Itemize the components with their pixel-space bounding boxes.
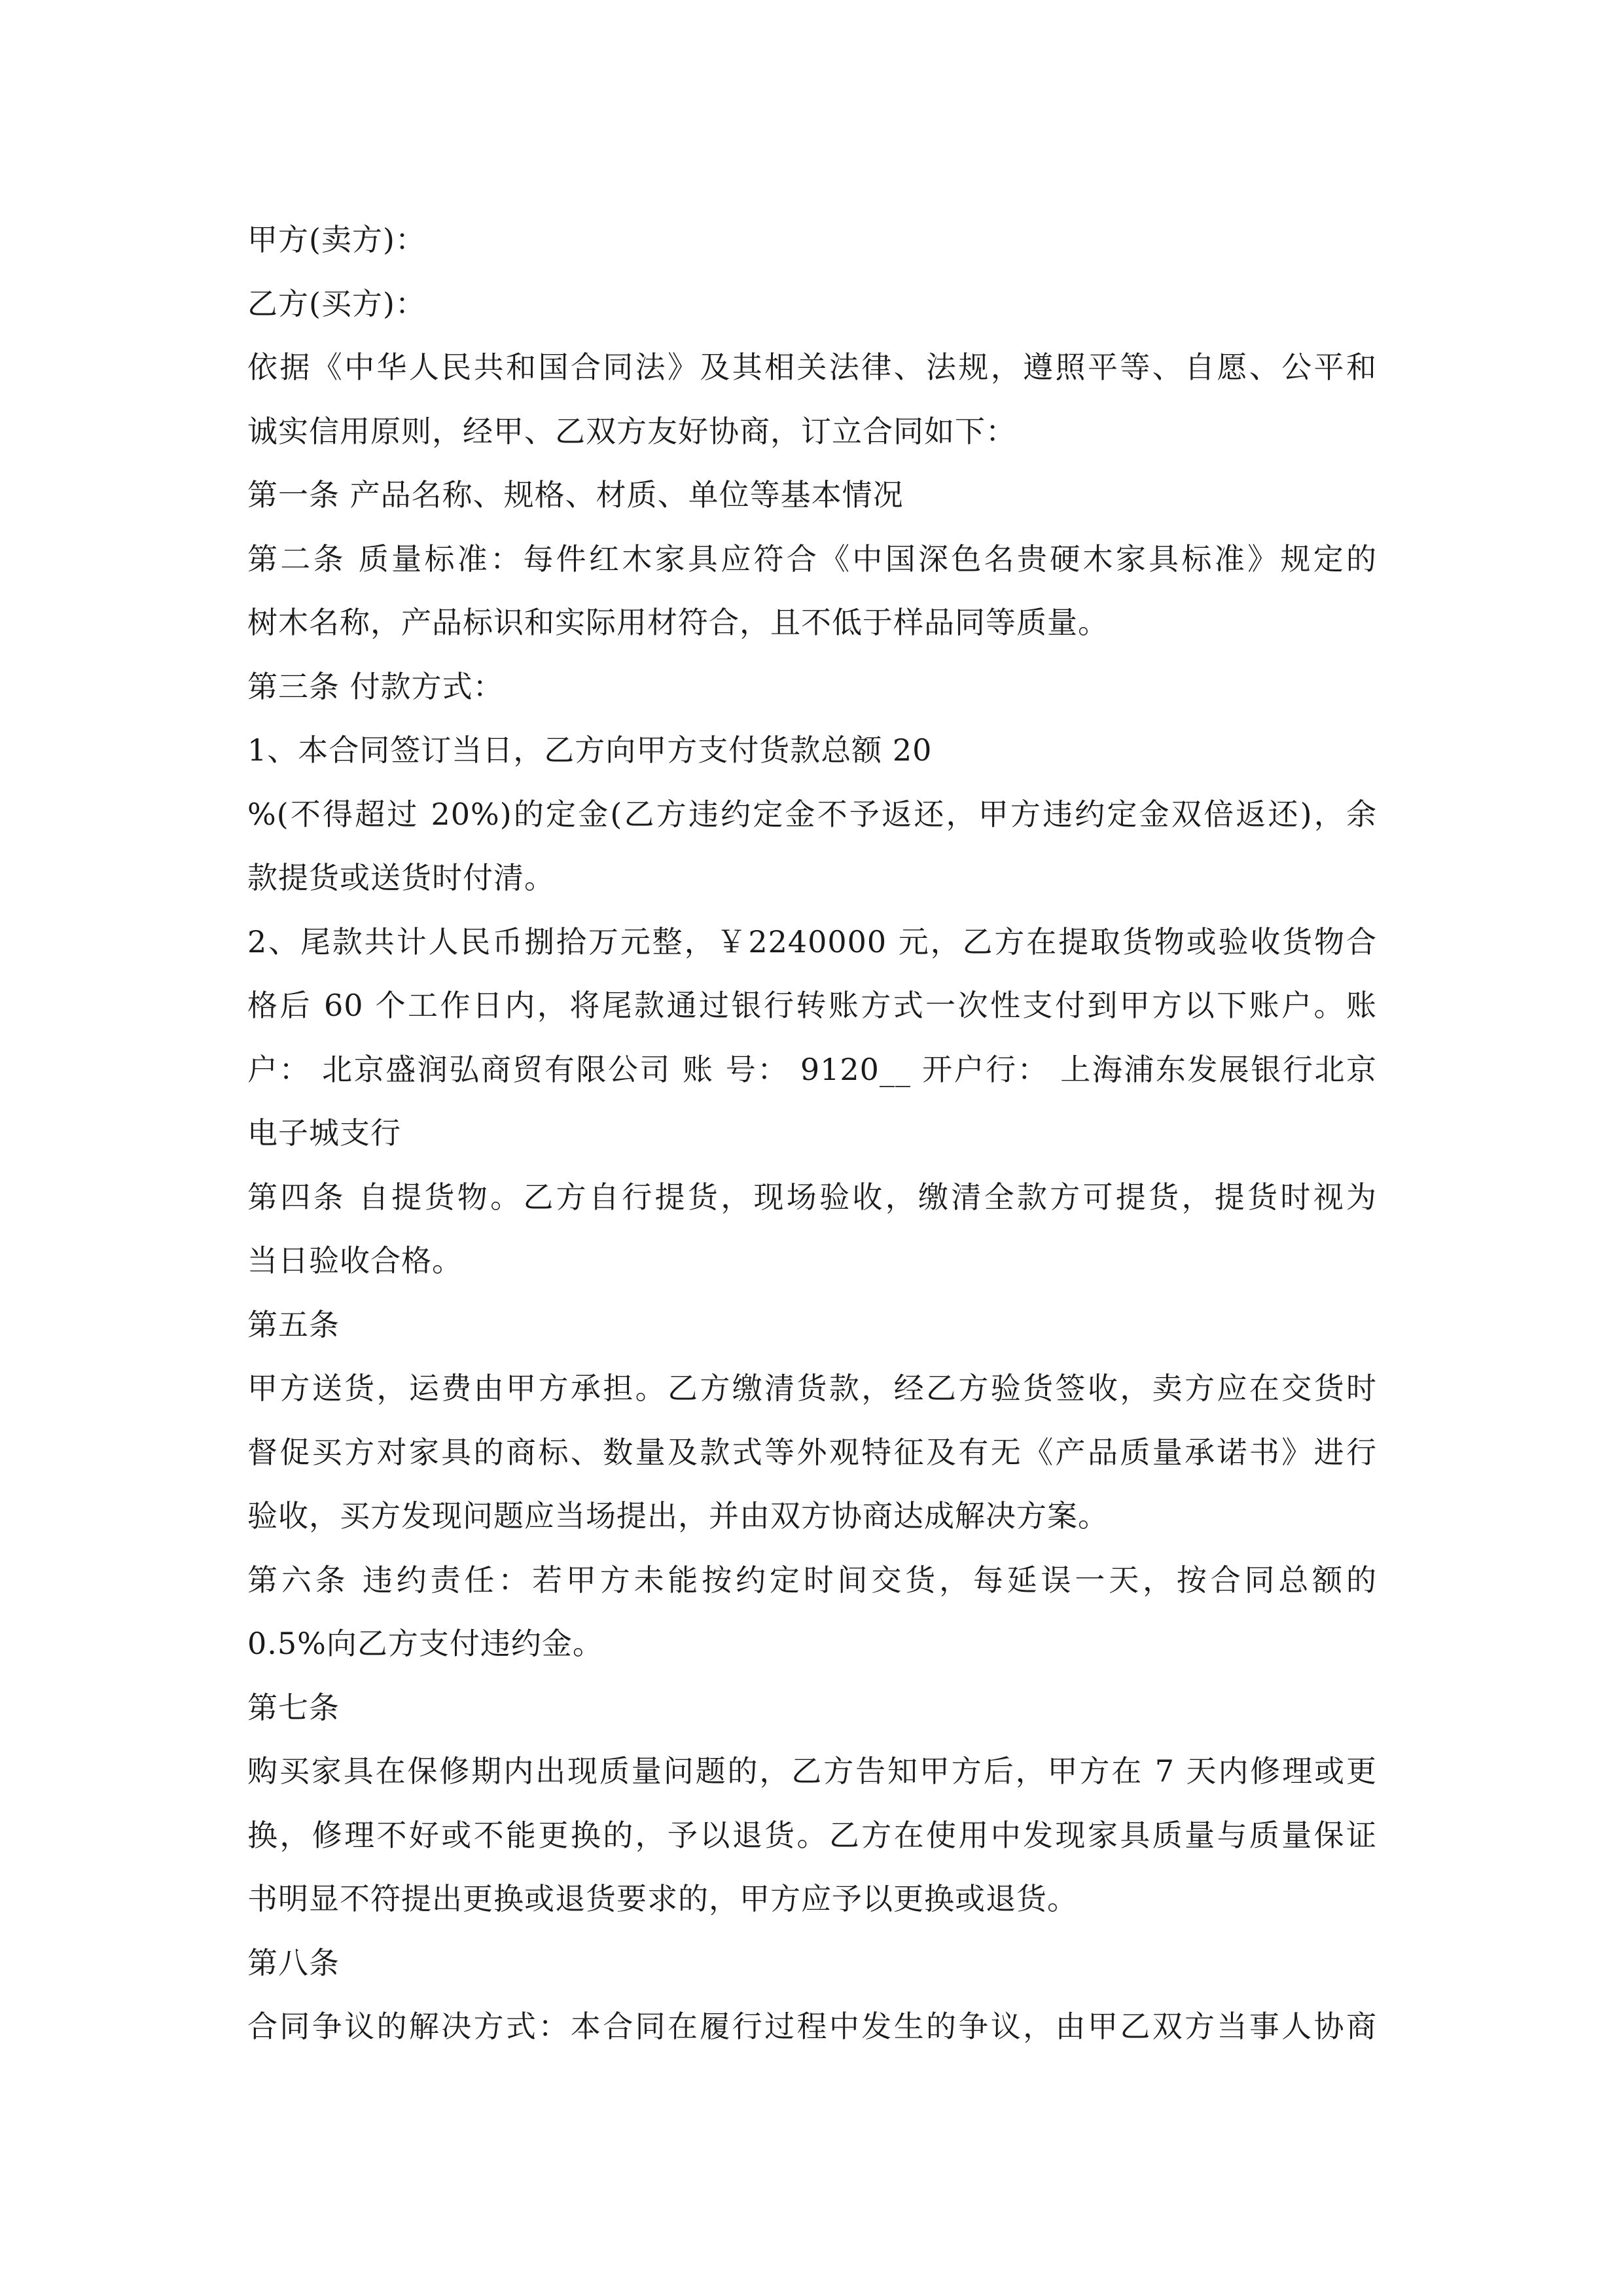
article-3-item-1-line: %(不得超过 20%)的定金(乙方违约定金不予返还，甲方违约定金双倍返还)，余	[247, 796, 1377, 832]
article-2-line: 第二条 质量标准：每件红木家具应符合《中国深色名贵硬木家具标准》规定的	[247, 541, 1377, 577]
article-6-line: 第六条 违约责任：若甲方未能按约定时间交货，每延误一天，按合同总额的	[247, 1562, 1377, 1598]
preamble-line: 依据《中华人民共和国合同法》及其相关法律、法规，遵照平等、自愿、公平和	[247, 350, 1377, 385]
article-2-line: 树木名称，产品标识和实际用材符合，且不低于样品同等质量。	[247, 605, 1109, 640]
article-4-line: 当日验收合格。	[247, 1243, 463, 1278]
article-4-line: 第四条 自提货物。乙方自行提货，现场验收，缴清全款方可提货，提货时视为	[247, 1179, 1377, 1215]
article-7-line: 书明显不符提出更换或退货要求的，甲方应予以更换或退货。	[247, 1881, 1078, 1916]
article-3-item-1-line: 1、本合同签订当日，乙方向甲方支付货款总额 20	[247, 732, 933, 768]
bank-account-line: 电子城支行	[247, 1115, 401, 1151]
bank-account-line: 户： 北京盛润弘商贸有限公司 账 号： 9120__ 开户行： 上海浦东发展银行北京	[247, 1051, 1377, 1087]
article-7-line: 购买家具在保修期内出现质量问题的，乙方告知甲方后，甲方在 7 天内修理或更	[247, 1753, 1377, 1789]
party-b-line: 乙方(买方)：	[247, 285, 426, 321]
article-3-heading: 第三条 付款方式：	[247, 668, 504, 704]
article-5-line: 验收，买方发现问题应当场提出，并由双方协商达成解决方案。	[247, 1498, 1109, 1534]
article-8-heading: 第八条	[247, 1945, 340, 1981]
article-7-heading: 第七条	[247, 1689, 340, 1725]
article-3-item-1-line: 款提货或送货时付清。	[247, 860, 555, 895]
article-1-line: 第一条 产品名称、规格、材质、单位等基本情况	[247, 477, 904, 512]
preamble-line: 诚实信用原则，经甲、乙双方友好协商，订立合同如下：	[247, 413, 1016, 449]
article-7-line: 换，修理不好或不能更换的，予以退货。乙方在使用中发现家具质量与质量保证	[247, 1817, 1377, 1853]
article-5-line: 督促买方对家具的商标、数量及款式等外观特征及有无《产品质量承诺书》进行	[247, 1434, 1377, 1470]
contract-body	[247, 208, 1377, 2059]
article-5-heading: 第五条	[247, 1306, 340, 1342]
article-3-item-2-line: 2、尾款共计人民币捌拾万元整，￥2240000 元，乙方在提取货物或验收货物合	[247, 924, 1377, 960]
party-a-line: 甲方(卖方)：	[247, 222, 426, 257]
article-5-line: 甲方送货，运费由甲方承担。乙方缴清货款，经乙方验货签收，卖方应在交货时	[247, 1371, 1377, 1406]
article-8-line: 合同争议的解决方式：本合同在履行过程中发生的争议，由甲乙双方当事人协商	[247, 2009, 1377, 2044]
article-6-line: 0.5%向乙方支付违约金。	[247, 1626, 603, 1661]
article-3-item-2-line: 格后 60 个工作日内，将尾款通过银行转账方式一次性支付到甲方以下账户。账	[247, 988, 1377, 1023]
